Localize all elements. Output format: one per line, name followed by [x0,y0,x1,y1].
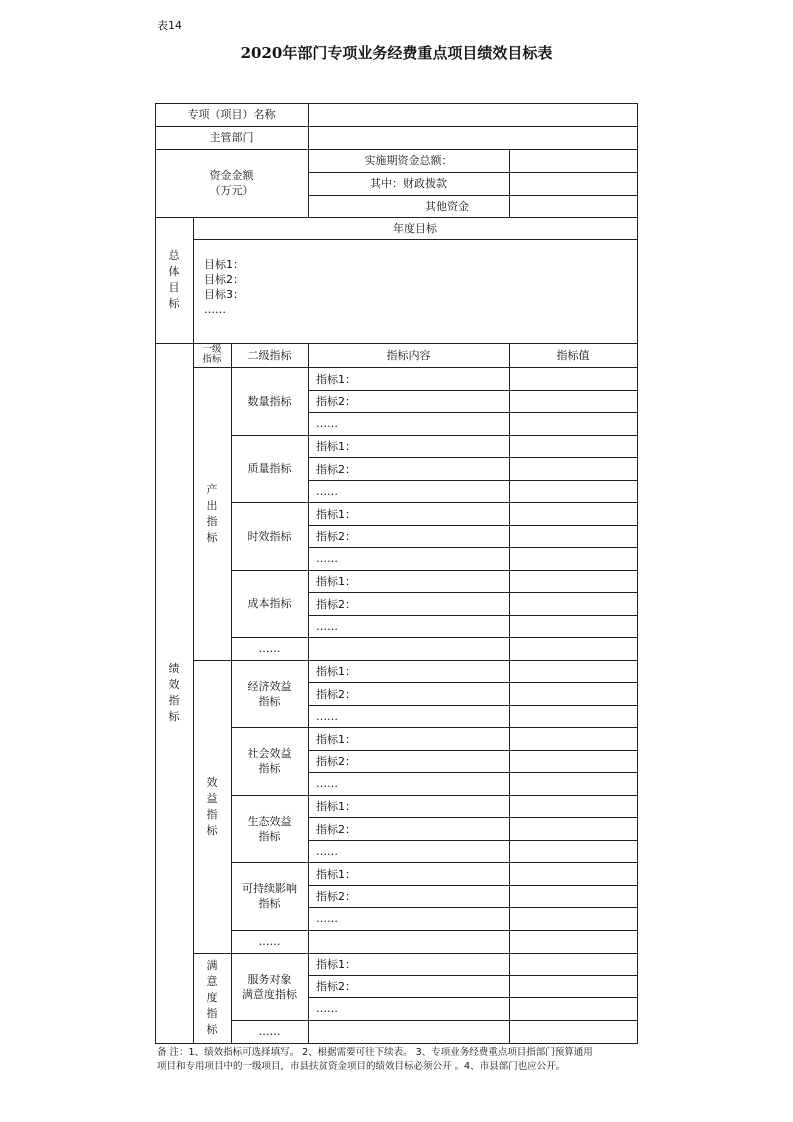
fiscal-funds-field[interactable] [510,173,637,195]
footnote-line: 备 注：1、绩效指标可选择填写。 2、根据需要可往下续表。 3、专项业务经费重点项目指部门预算通用 [157,1047,593,1058]
indicator-row[interactable]: …… [316,844,338,858]
other-funds-label: 其他资金 [425,199,469,213]
indicator-row[interactable]: …… [316,484,338,498]
indicator-row[interactable]: …… [316,1002,338,1015]
benefit-more-label: …… [258,935,281,948]
col-level2-header: 二级指标 [247,348,292,362]
indicator-row[interactable]: …… [316,619,338,633]
social-benefit-label: 社会效益 指标 [247,747,292,775]
goal-item: 目标2： [204,273,244,286]
indicator-row[interactable]: 指标1： [316,507,356,521]
funds-label-line2: （万元） [209,184,254,197]
indicator-row[interactable]: 指标2： [316,462,356,476]
economic-benefit-label: 经济效益 指标 [247,679,292,708]
indicator-row[interactable]: 指标1： [316,958,356,971]
fiscal-funds-label: 其中：财政拨款 [370,177,447,190]
output-more-label: …… [258,642,281,655]
indicator-row[interactable]: 指标2： [316,755,356,768]
ecological-benefit-label: 生态效益 指标 [247,814,292,843]
project-name-label: 专项（项目）名称 [187,108,276,121]
benefit-indicator-label: 效 益 指 标 [206,775,218,837]
cost-indicator-label: 成本指标 [247,597,292,610]
footnote [157,1046,647,1074]
goal-item: …… [204,303,226,316]
indicator-row[interactable]: …… [316,417,338,430]
total-funds-field[interactable] [510,150,637,172]
quality-indicator-label: 质量指标 [247,462,292,475]
indicator-row[interactable]: 指标1： [316,732,356,746]
indicator-row[interactable]: …… [316,912,338,925]
goal-item: 目标3： [204,288,244,301]
indicator-row[interactable]: …… [316,709,338,723]
goal-item: 目标1： [204,258,244,271]
annual-goal-label: 年度目标 [393,221,437,235]
page-title: 2020年部门专项业务经费重点项目绩效目标表 [240,44,553,62]
indicator-row[interactable]: 指标2： [316,597,356,611]
indicator-row[interactable]: 指标2： [316,687,356,701]
indicator-row[interactable]: 指标1： [316,867,356,881]
indicator-row[interactable]: 指标1： [316,440,356,453]
sustainable-impact-label: 可持续影响 指标 [242,882,297,910]
timeliness-indicator-label: 时效指标 [247,529,292,543]
col-level1-header: 一级指标 [202,344,222,365]
total-funds-label: 实施期资金总额： [364,154,453,167]
indicator-row[interactable]: …… [316,552,338,565]
satisfaction-indicator-label: 满 意 度 指 标 [206,959,218,1036]
indicator-row[interactable]: 指标2： [316,395,356,408]
col-content-header: 指标内容 [386,348,431,362]
col-value-header: 指标值 [556,348,590,362]
indicator-row[interactable]: 指标2： [316,890,356,903]
indicator-row[interactable]: 指标2： [316,822,356,836]
table-number: 表14 [157,19,182,32]
satisfaction-more-label: …… [258,1025,281,1038]
indicator-row[interactable]: 指标2： [316,530,356,543]
goal-list[interactable] [204,257,244,317]
other-funds-field[interactable] [510,196,637,217]
indicator-row[interactable]: 指标1： [316,665,356,678]
output-indicator-label: 产 出 指 标 [206,482,218,544]
indicator-row[interactable]: 指标1： [316,575,356,588]
indicator-row[interactable]: 指标1： [316,800,356,813]
footnote-line: 项目和专用项目中的一级项目，市县扶贫资金项目的绩效目标必须公开 。4、市县部门也应公开。 [157,1061,566,1072]
overall-goal-label: 总 体 目 标 [168,249,180,310]
department-label: 主管部门 [209,131,254,144]
funds-label [155,149,308,217]
project-name-field[interactable] [309,104,637,126]
funds-label-line1: 资金金额 [209,169,254,182]
indicator-row[interactable]: 指标1： [316,372,356,386]
quantity-indicator-label: 数量指标 [247,394,292,408]
service-satisfaction-label: 服务对象 满意度指标 [242,972,297,1001]
perf-indicator-label: 绩 效 指 标 [168,662,180,723]
indicator-row[interactable]: 指标2： [316,980,356,993]
department-field[interactable] [309,127,637,149]
indicator-row[interactable]: …… [316,777,338,790]
